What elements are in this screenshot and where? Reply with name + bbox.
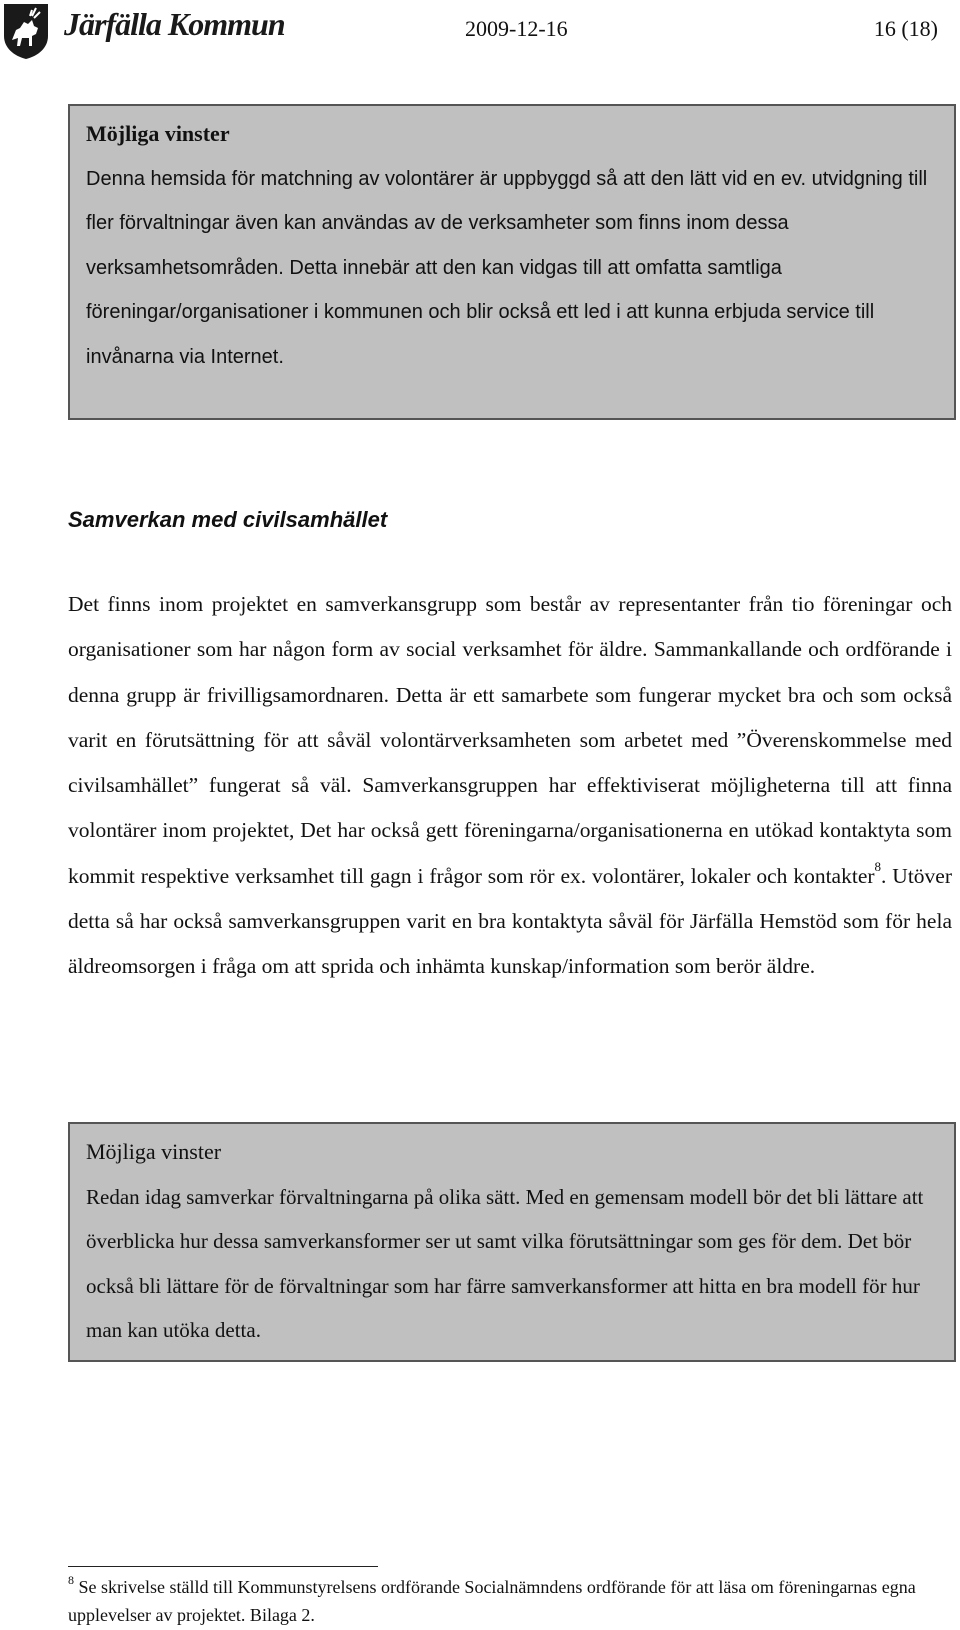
footnote-divider — [68, 1566, 378, 1567]
body-text-part-1: Det finns inom projektet en samverkansgrupp som består av representanter från tio föreningar och organisationer som har någon form av social verksamhet för äldre. Sammankallande och ordförande i denna grupp är frivilligsamordnaren. Detta är ett samarbete som fungerar mycket bra och som också varit en förutsättning för att såväl volontärverksamheten som arbetet med ”Överenskommelse med civilsamhället” fungerat så väl. Samverkansgruppen har effektiviserat möjligheterna till att finna volontärer inom projektet, Det har också gett föreningarna/organisationerna en utökad kontaktyta som kommit respektive verksamhet till gagn i frågor som rör ex. volontärer, lokaler och kontakter — [68, 592, 952, 888]
box-text: Redan idag samverkar förvaltningarna på olika sätt. Med en gemensam modell bör det bli lättare att överblicka hur dessa samverkansformer ser ut samt vilka förutsättningar som ges för dem. Det bör också bli lättare för de förvaltningar som har färre samverkansformer att hitta en bra modell för hur man kan utöka detta. — [86, 1184, 924, 1342]
possible-gains-box-2 — [68, 1122, 956, 1362]
header-date: 2009-12-16 — [465, 16, 568, 41]
possible-gains-box-1 — [68, 104, 956, 420]
footnote-text: Se skrivelse ställd till Kommunstyrelsens ordförande Socialnämndens ordförande för att läsa om föreningarnas egna upplevelser av projektet. Bilaga 2. — [68, 1577, 916, 1625]
footnote-number: 8 — [68, 1573, 74, 1587]
box-title: Möjliga vinster — [86, 1139, 222, 1164]
body-text-part-2: . Utöver detta så har också samverkansgruppen varit en bra kontaktyta såväl för Järfälla Hemstöd som för hela äldreomsorgen i fråga om att sprida och inhämta kunskap/information som berör äldre. — [68, 863, 953, 979]
footnote-reference[interactable]: 8 — [874, 858, 882, 874]
box-title: Möjliga vinster — [86, 121, 230, 146]
section-body-text — [68, 582, 952, 990]
municipality-logo-text: Järfälla Kommun — [64, 6, 285, 42]
box-text: Denna hemsida för matchning av volontärer är uppbyggd så att den lätt vid en ev. utvidgning till fler förvaltningar även kan användas av de verksamheter som finns inom dessa verksamhetsområden. Detta innebär att den kan vidgas till att omfatta samtliga föreningar/organisationer i kommunen och blir också ett led i att kunna erbjuda service till invånarna via Internet. — [86, 167, 928, 368]
section-heading: Samverkan med civilsamhället — [68, 507, 388, 532]
municipal-crest-logo-icon — [2, 2, 50, 60]
footnote — [68, 1573, 948, 1629]
page-number: 16 (18) — [873, 16, 938, 41]
page-header — [0, 0, 960, 64]
